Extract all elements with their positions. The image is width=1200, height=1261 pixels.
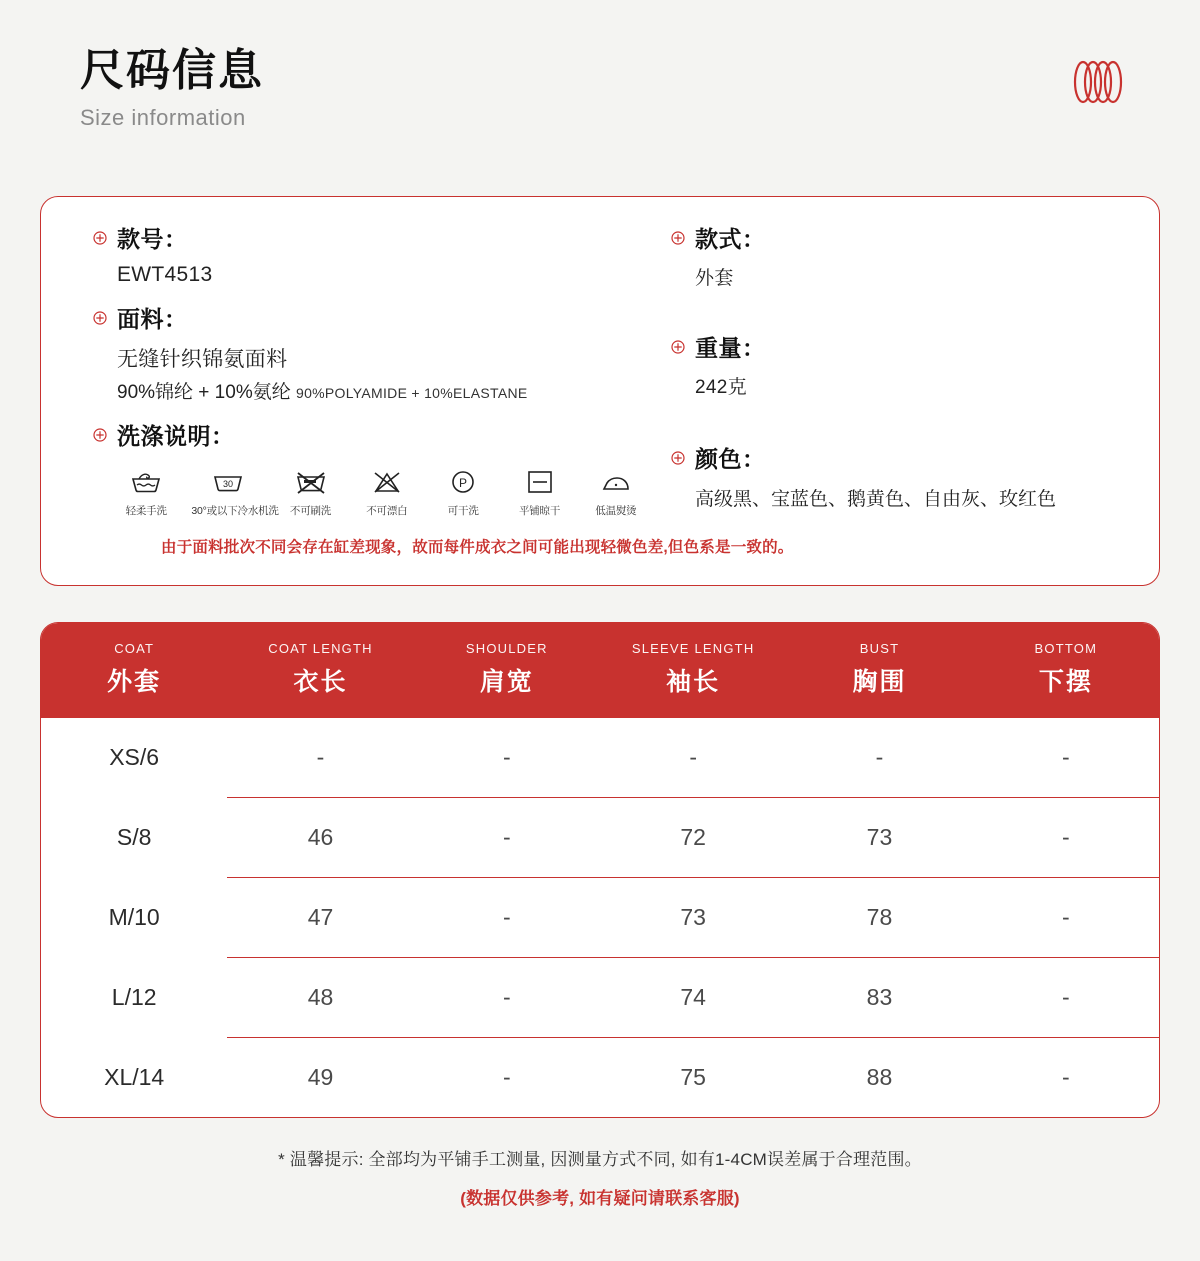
field-style-number (93, 221, 647, 287)
dye-lot-note: 由于面料批次不同会存在缸差现象，故而每件成衣之间可能出现轻微色差,但色系是一致的。 (161, 539, 794, 556)
size-table-header-row (41, 623, 1159, 718)
field-style-type (671, 221, 1119, 290)
wash-care-item (356, 465, 418, 518)
cell-shoulder: - (414, 958, 600, 1038)
field-label-fabric: 面料： (117, 306, 188, 332)
plus-bullet-icon (671, 340, 685, 354)
cell-coat-length: 47 (227, 878, 413, 958)
wash-care-icons (115, 465, 647, 518)
measurement-note: * 温馨提示: 全部均为平铺手工测量, 因测量方式不同, 如有1-4CM误差属于合理范围。 (278, 1150, 922, 1169)
column-header-en: COAT (114, 641, 155, 656)
size-table-card (40, 622, 1160, 1118)
wash-care-caption: 30°或以下冷水机洗 (191, 505, 279, 517)
field-label-style-number: 款号： (117, 226, 188, 252)
svg-text:P: P (459, 476, 468, 490)
field-value-fabric: 无缝针织锦氨面料 (117, 348, 288, 371)
field-label-style-type: 款式： (695, 226, 766, 252)
size-label: S/8 (116, 824, 152, 850)
plus-bullet-icon (93, 311, 107, 325)
cell-coat-length: 46 (227, 798, 413, 878)
wash-care-item (279, 465, 341, 518)
cell-bust: - (786, 718, 972, 798)
field-value-style-number: EWT4513 (117, 263, 213, 286)
table-row (41, 958, 1159, 1038)
cell-shoulder: - (414, 718, 600, 798)
footer-notes (0, 1145, 1200, 1209)
cell-bottom: - (973, 958, 1159, 1038)
column-header-en: BUST (859, 641, 900, 656)
cell-shoulder: - (414, 798, 600, 878)
hand-wash-icon (115, 465, 177, 499)
wash-care-item (191, 465, 279, 518)
svg-text:30: 30 (223, 479, 234, 489)
plus-bullet-icon (671, 451, 685, 465)
table-row (41, 798, 1159, 878)
cell-shoulder: - (502, 1064, 511, 1090)
no-bleach-icon (356, 465, 418, 499)
cell-coat-length: 49 (307, 1064, 334, 1090)
wash-care-caption: 不可刷洗 (289, 505, 332, 517)
cell-sleeve-length: 74 (600, 958, 786, 1038)
cell-coat-length: 48 (227, 958, 413, 1038)
field-label-weight: 重量： (695, 335, 766, 361)
column-header-cn: 袖长 (666, 668, 721, 696)
field-value-weight: 242克 (695, 377, 747, 398)
wash-care-item (432, 465, 494, 518)
page-title: 尺码信息 (80, 46, 264, 95)
size-label: XL/14 (104, 1063, 165, 1090)
plus-bullet-icon (671, 231, 685, 245)
cell-bottom: - (1061, 1064, 1070, 1090)
cell-bust: 78 (786, 878, 972, 958)
plus-bullet-icon (93, 231, 107, 245)
column-header-en: SLEEVE LENGTH (631, 641, 755, 656)
fabric-composition-en: 90%POLYAMIDE + 10%ELASTANE (296, 385, 528, 401)
product-info-card (40, 196, 1160, 586)
brand-logo-icon (1068, 58, 1128, 106)
size-table-col-sleeve-length (600, 623, 786, 718)
plus-bullet-icon (93, 428, 107, 442)
page-header (80, 46, 264, 131)
cell-sleeve-length: 75 (680, 1064, 706, 1090)
wash-care-item (585, 465, 647, 518)
table-row (41, 718, 1159, 798)
size-table-col-coat (41, 623, 227, 718)
cell-bust: 83 (786, 958, 972, 1038)
column-header-cn: 衣长 (293, 668, 348, 696)
cell-bottom: - (973, 718, 1159, 798)
low-heat-iron-icon (585, 465, 647, 499)
wash-care-item (508, 465, 570, 518)
field-color (671, 441, 1119, 511)
cell-bust: 73 (786, 798, 972, 878)
cell-bottom: - (973, 798, 1159, 878)
cell-sleeve-length: 72 (600, 798, 786, 878)
wash-care-caption: 不可漂白 (366, 505, 408, 517)
wash-care-caption: 轻柔手洗 (125, 505, 167, 517)
dry-clean-p-icon (432, 465, 494, 499)
cell-sleeve-length: - (600, 718, 786, 798)
field-label-color: 颜色： (695, 446, 766, 472)
table-row (41, 878, 1159, 958)
table-row (41, 1038, 1159, 1118)
reference-note: (数据仅供参考, 如有疑问请联系客服) (460, 1189, 740, 1208)
flat-dry-icon (508, 465, 570, 499)
size-table-col-shoulder (414, 623, 600, 718)
wash-care-caption: 可干洗 (447, 505, 479, 517)
no-brush-wash-icon (279, 465, 341, 499)
field-value-style-type: 外套 (695, 268, 734, 289)
column-header-cn: 肩宽 (479, 668, 534, 696)
size-table-col-bottom (973, 623, 1159, 718)
field-fabric (93, 301, 647, 404)
cell-sleeve-length: 73 (600, 878, 786, 958)
wash-care-item (115, 465, 177, 518)
size-table-col-coat-length (227, 623, 413, 718)
field-value-color: 高级黑、宝蓝色、鹅黄色、自由灰、玫红色 (695, 489, 1057, 510)
column-header-en: COAT LENGTH (268, 641, 373, 656)
size-label: L/12 (111, 984, 157, 1010)
cell-bust: 88 (866, 1064, 893, 1090)
column-header-en: SHOULDER (465, 641, 548, 656)
size-label: M/10 (108, 904, 160, 930)
column-header-cn: 外套 (107, 668, 162, 696)
field-weight (671, 330, 1119, 399)
column-header-en: BOTTOM (1034, 641, 1098, 656)
size-label: XS/6 (109, 744, 160, 771)
size-table (41, 623, 1159, 1117)
machine-wash-30-icon (191, 465, 265, 499)
wash-care-caption: 平铺晾干 (518, 505, 561, 517)
wash-care-caption: 低温熨烫 (595, 505, 637, 517)
page-subtitle: Size information (80, 104, 246, 130)
fabric-composition (117, 377, 647, 404)
field-wash-instructions (93, 418, 647, 518)
column-header-cn: 下摆 (1038, 668, 1093, 696)
field-label-wash: 洗涤说明： (117, 423, 235, 449)
size-table-col-bust (786, 623, 972, 718)
column-header-cn: 胸围 (852, 668, 907, 696)
cell-coat-length: - (227, 718, 413, 798)
cell-shoulder: - (414, 878, 600, 958)
cell-bottom: - (973, 878, 1159, 958)
fabric-composition-cn: 90%锦纶 + 10%氨纶 (117, 382, 291, 403)
